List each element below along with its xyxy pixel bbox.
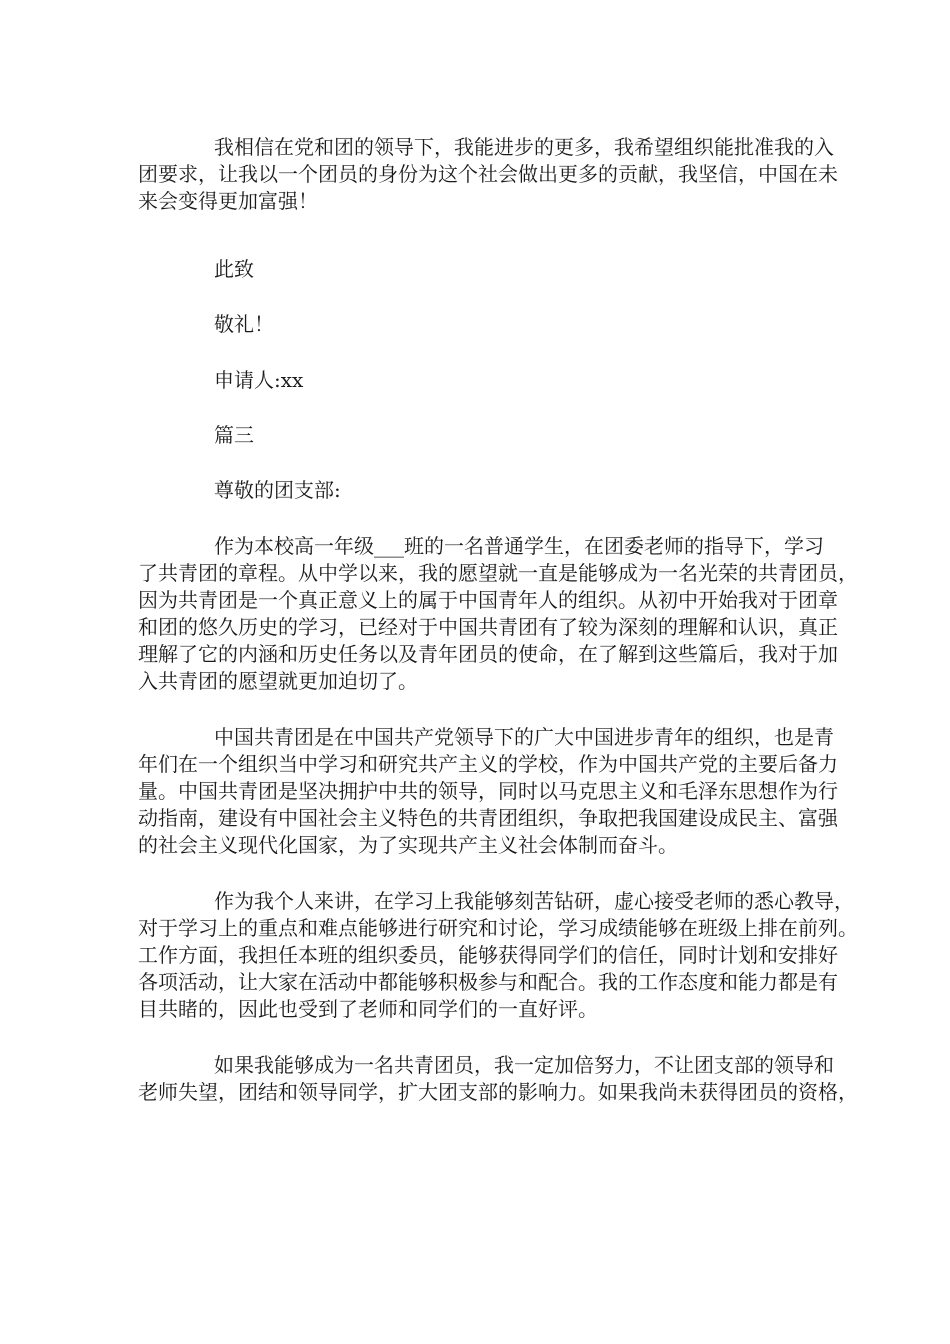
paragraph-line: 老师失望，团结和领导同学，扩大团支部的影响力。如果我尚未获得团员的资格，	[138, 1080, 858, 1104]
paragraph-line: 来会变得更加富强！	[138, 189, 318, 213]
paragraph-line: 团要求，让我以一个团员的身份为这个社会做出更多的贡献，我坚信，中国在未	[138, 162, 838, 186]
paragraph-line: 作为我个人来讲，在学习上我能够刻苦钻研，虚心接受老师的悉心教导，	[214, 889, 854, 913]
paragraph-line: 量。中国共青团是坚决拥护中共的领导，同时以马克思主义和毛泽东思想作为行	[138, 779, 838, 803]
applicant-signature: 申请人:xx	[214, 368, 304, 392]
paragraph-line: 了共青团的章程。从中学以来，我的愿望就一直是能够成为一名光荣的共青团员，	[138, 561, 858, 585]
paragraph-line: 入共青团的愿望就更加迫切了。	[138, 669, 418, 693]
paragraph-line: 中国共青团是在中国共产党领导下的广大中国进步青年的组织，也是青	[214, 725, 834, 749]
paragraph-line: 各项活动，让大家在活动中都能够积极参与和配合。我的工作态度和能力都是有	[138, 970, 838, 994]
paragraph-line: 对于学习上的重点和难点能够进行研究和讨论，学习成绩能够在班级上排在前列。	[138, 916, 858, 940]
paragraph-line: 理解了它的内涵和历史任务以及青年团员的使命，在了解到这些篇后，我对于加	[138, 642, 838, 666]
closing-line: 此致	[214, 257, 254, 281]
paragraph-line: 年们在一个组织当中学习和研究共产主义的学校，作为中国共产党的主要后备力	[138, 752, 838, 776]
salutation: 尊敬的团支部:	[214, 478, 341, 502]
paragraph-line: 如果我能够成为一名共青团员，我一定加倍努力，不让团支部的领导和	[214, 1053, 834, 1077]
paragraph-line: 和团的悠久历史的学习，已经对于中国共青团有了较为深刻的理解和认识，真正	[138, 615, 838, 639]
section-title: 篇三	[214, 423, 254, 447]
paragraph-line: 我相信在党和团的领导下，我能进步的更多，我希望组织能批准我的入	[214, 135, 834, 159]
paragraph-line: 动指南，建设有中国社会主义特色的共青团组织，争取把我国建设成民主、富强	[138, 806, 838, 830]
paragraph-line: 因为共青团是一个真正意义上的属于中国青年人的组织。从初中开始我对于团章	[138, 588, 838, 612]
paragraph-line: 目共睹的，因此也受到了老师和同学们的一直好评。	[138, 997, 598, 1021]
paragraph-line: 作为本校高一年级___班的一名普通学生，在团委老师的指导下，学习	[214, 534, 824, 558]
paragraph-line: 工作方面，我担任本班的组织委员，能够获得同学们的信任，同时计划和安排好	[138, 943, 838, 967]
paragraph-line: 的社会主义现代化国家，为了实现共产主义社会体制而奋斗。	[138, 833, 678, 857]
closing-salute: 敬礼！	[214, 312, 274, 336]
